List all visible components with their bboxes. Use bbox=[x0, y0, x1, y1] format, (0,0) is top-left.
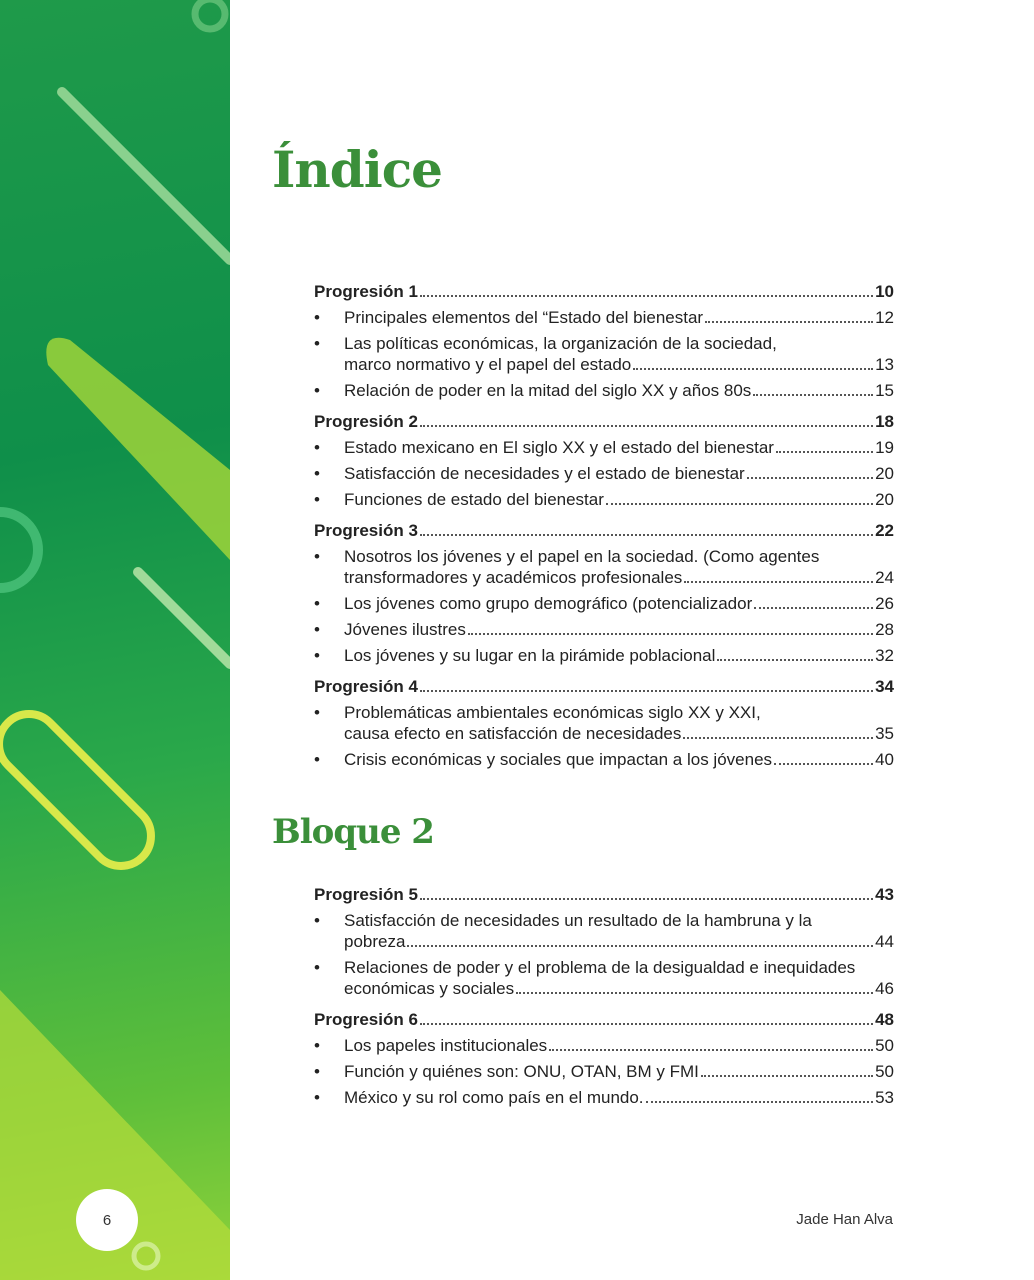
dot-leader bbox=[420, 425, 873, 427]
toc-entry-page: 20 bbox=[875, 464, 894, 483]
table-of-contents-1 bbox=[314, 281, 894, 780]
dot-leader bbox=[407, 945, 873, 947]
toc-entry-label: Función y quiénes son: ONU, OTAN, BM y FMI bbox=[344, 1062, 699, 1081]
dot-leader bbox=[549, 1049, 873, 1051]
toc-entry-label: marco normativo y el papel del estado bbox=[344, 355, 632, 374]
bullet-icon: • bbox=[314, 911, 320, 930]
page-number-badge bbox=[76, 1189, 138, 1251]
toc-entry-row bbox=[344, 1061, 894, 1082]
toc-heading-page: 43 bbox=[875, 885, 894, 904]
toc-entry-label: pobreza bbox=[344, 932, 406, 951]
toc-heading-page: 34 bbox=[875, 677, 894, 696]
table-of-contents-2 bbox=[314, 884, 894, 1118]
bullet-icon: • bbox=[314, 547, 320, 566]
toc-heading-page: 48 bbox=[875, 1010, 894, 1029]
toc-entry-row bbox=[344, 645, 894, 666]
toc-entry[interactable] bbox=[314, 489, 894, 510]
toc-entry-page: 35 bbox=[875, 724, 894, 743]
bullet-icon: • bbox=[314, 1062, 320, 1081]
toc-entry-row bbox=[344, 463, 894, 484]
toc-entry-page: 24 bbox=[875, 568, 894, 587]
toc-heading-label: Progresión 1 bbox=[314, 282, 418, 301]
dot-leader bbox=[701, 1075, 873, 1077]
bullet-icon: • bbox=[314, 1088, 320, 1107]
toc-group bbox=[314, 884, 894, 999]
toc-entry-page: 13 bbox=[875, 355, 894, 374]
toc-entry[interactable] bbox=[314, 702, 894, 744]
toc-entry-page: 50 bbox=[875, 1062, 894, 1081]
toc-entry-row bbox=[344, 723, 894, 744]
dot-leader bbox=[633, 368, 873, 370]
toc-entry-label: Los jóvenes como grupo demográfico (potencializador bbox=[344, 594, 753, 613]
toc-entry-page: 32 bbox=[875, 646, 894, 665]
toc-entry-first-line: Relaciones de poder y el problema de la desigualdad e inequidades bbox=[344, 958, 856, 977]
dot-leader bbox=[705, 321, 873, 323]
toc-entry-row bbox=[344, 1087, 894, 1108]
dot-leader bbox=[606, 503, 873, 505]
toc-entry-label: Jóvenes ilustres bbox=[344, 620, 466, 639]
toc-heading-row[interactable] bbox=[314, 520, 894, 541]
bullet-icon: • bbox=[314, 646, 320, 665]
ring-decoration-mid bbox=[0, 512, 38, 588]
band-decoration bbox=[0, 0, 230, 1280]
toc-entry-first-line: Problemáticas ambientales económicas siglo XX y XXI, bbox=[344, 703, 761, 722]
toc-entry-label: Los papeles institucionales bbox=[344, 1036, 548, 1055]
dot-leader bbox=[753, 394, 873, 396]
toc-entry-row bbox=[344, 567, 894, 588]
toc-entry-first-line: Nosotros los jóvenes y el papel en la sociedad. (Como agentes bbox=[344, 547, 820, 566]
toc-entry-page: 46 bbox=[875, 979, 894, 998]
toc-entry[interactable] bbox=[314, 333, 894, 375]
toc-entry-row bbox=[344, 931, 894, 952]
toc-entry-label: Funciones de estado del bienestar bbox=[344, 490, 604, 509]
dot-leader bbox=[717, 659, 873, 661]
toc-entry[interactable] bbox=[314, 645, 894, 666]
bullet-icon: • bbox=[314, 490, 320, 509]
bullet-icon: • bbox=[314, 750, 320, 769]
toc-entry-page: 28 bbox=[875, 620, 894, 639]
dot-leader bbox=[774, 763, 873, 765]
toc-entry-row bbox=[344, 593, 894, 614]
toc-entry-label: transformadores y académicos profesionales bbox=[344, 568, 683, 587]
toc-heading-page: 22 bbox=[875, 521, 894, 540]
dot-leader bbox=[420, 295, 873, 297]
toc-entry-row bbox=[344, 489, 894, 510]
toc-entry[interactable] bbox=[314, 910, 894, 952]
toc-entry[interactable] bbox=[314, 380, 894, 401]
toc-entry-row bbox=[344, 354, 894, 375]
dot-leader bbox=[420, 534, 873, 536]
toc-heading-row[interactable] bbox=[314, 884, 894, 905]
stripe-decoration bbox=[62, 92, 230, 260]
toc-entry-first-line: Las políticas económicas, la organización de la sociedad, bbox=[344, 334, 777, 353]
toc-heading-row[interactable] bbox=[314, 281, 894, 302]
toc-entry-label: Satisfacción de necesidades y el estado de bienestar bbox=[344, 464, 745, 483]
bullet-icon: • bbox=[314, 594, 320, 613]
ring-decoration-top bbox=[195, 0, 225, 29]
toc-entry-label: México y su rol como país en el mundo. bbox=[344, 1088, 644, 1107]
toc-entry-row bbox=[344, 1035, 894, 1056]
toc-group bbox=[314, 676, 894, 770]
toc-entry-row bbox=[344, 437, 894, 458]
bullet-icon: • bbox=[314, 438, 320, 457]
toc-heading-row[interactable] bbox=[314, 676, 894, 697]
toc-entry-row bbox=[344, 619, 894, 640]
dot-leader bbox=[754, 607, 873, 609]
bullet-icon: • bbox=[314, 703, 320, 722]
dot-leader bbox=[420, 690, 873, 692]
toc-heading-label: Progresión 3 bbox=[314, 521, 418, 540]
toc-entry-label: Estado mexicano en El siglo XX y el estado del bienestar bbox=[344, 438, 774, 457]
toc-heading-row[interactable] bbox=[314, 1009, 894, 1030]
toc-entry[interactable] bbox=[314, 619, 894, 640]
toc-entry-page: 26 bbox=[875, 594, 894, 613]
toc-entry[interactable] bbox=[314, 1061, 894, 1082]
toc-entry[interactable] bbox=[314, 1087, 894, 1108]
toc-entry-page: 40 bbox=[875, 750, 894, 769]
toc-entry[interactable] bbox=[314, 749, 894, 770]
dot-leader bbox=[776, 451, 873, 453]
dot-leader bbox=[516, 992, 873, 994]
toc-entry-row bbox=[344, 307, 894, 328]
dot-leader bbox=[747, 477, 873, 479]
capsule-decoration bbox=[0, 702, 163, 879]
bullet-icon: • bbox=[314, 620, 320, 639]
bullet-icon: • bbox=[314, 958, 320, 977]
toc-entry-first-line: Satisfacción de necesidades un resultado de la hambruna y la bbox=[344, 911, 812, 930]
toc-heading-row[interactable] bbox=[314, 411, 894, 432]
dot-leader bbox=[646, 1101, 874, 1103]
toc-entry-page: 12 bbox=[875, 308, 894, 327]
toc-entry[interactable] bbox=[314, 307, 894, 328]
toc-entry[interactable] bbox=[314, 437, 894, 458]
toc-heading-label: Progresión 6 bbox=[314, 1010, 418, 1029]
toc-entry-page: 20 bbox=[875, 490, 894, 509]
toc-group bbox=[314, 411, 894, 510]
toc-entry[interactable] bbox=[314, 463, 894, 484]
dot-leader bbox=[468, 633, 873, 635]
bloque-title: Bloque 2 bbox=[272, 812, 434, 852]
bullet-icon: • bbox=[314, 1036, 320, 1055]
bullet-icon: • bbox=[314, 308, 320, 327]
toc-heading-page: 10 bbox=[875, 282, 894, 301]
toc-group bbox=[314, 520, 894, 666]
page-number: 6 bbox=[102, 1211, 112, 1229]
toc-heading-label: Progresión 4 bbox=[314, 677, 418, 696]
pill-decoration bbox=[46, 338, 230, 560]
dot-leader bbox=[420, 898, 873, 900]
toc-entry-label: Los jóvenes y su lugar en la pirámide poblacional bbox=[344, 646, 716, 665]
page-title: Índice bbox=[272, 140, 442, 199]
toc-heading-page: 18 bbox=[875, 412, 894, 431]
toc-entry-page: 50 bbox=[875, 1036, 894, 1055]
bullet-icon: • bbox=[314, 464, 320, 483]
toc-entry-page: 19 bbox=[875, 438, 894, 457]
dot-leader bbox=[683, 737, 873, 739]
toc-entry-label: Principales elementos del “Estado del bienestar bbox=[344, 308, 704, 327]
toc-entry-label: económicas y sociales bbox=[344, 979, 515, 998]
toc-entry[interactable] bbox=[314, 957, 894, 999]
toc-entry[interactable] bbox=[314, 1035, 894, 1056]
toc-entry[interactable] bbox=[314, 546, 894, 588]
stripe-decoration-2 bbox=[138, 572, 230, 664]
toc-entry-row bbox=[344, 749, 894, 770]
toc-entry-row bbox=[344, 978, 894, 999]
author-footer: Jade Han Alva bbox=[796, 1211, 893, 1228]
toc-entry-page: 53 bbox=[875, 1088, 894, 1107]
bullet-icon: • bbox=[314, 334, 320, 353]
dot-leader bbox=[420, 1023, 873, 1025]
toc-group bbox=[314, 1009, 894, 1108]
toc-entry-label: Relación de poder en la mitad del siglo XX y años 80s bbox=[344, 381, 752, 400]
toc-entry-label: causa efecto en satisfacción de necesidades bbox=[344, 724, 682, 743]
toc-entry-label: Crisis económicas y sociales que impactan a los jóvenes bbox=[344, 750, 773, 769]
dot-leader bbox=[684, 581, 873, 583]
bullet-icon: • bbox=[314, 381, 320, 400]
toc-entry-page: 44 bbox=[875, 932, 894, 951]
toc-entry-row bbox=[344, 380, 894, 401]
toc-heading-label: Progresión 5 bbox=[314, 885, 418, 904]
decorative-side-band bbox=[0, 0, 230, 1280]
toc-entry[interactable] bbox=[314, 593, 894, 614]
toc-heading-label: Progresión 2 bbox=[314, 412, 418, 431]
toc-group bbox=[314, 281, 894, 401]
toc-entry-page: 15 bbox=[875, 381, 894, 400]
